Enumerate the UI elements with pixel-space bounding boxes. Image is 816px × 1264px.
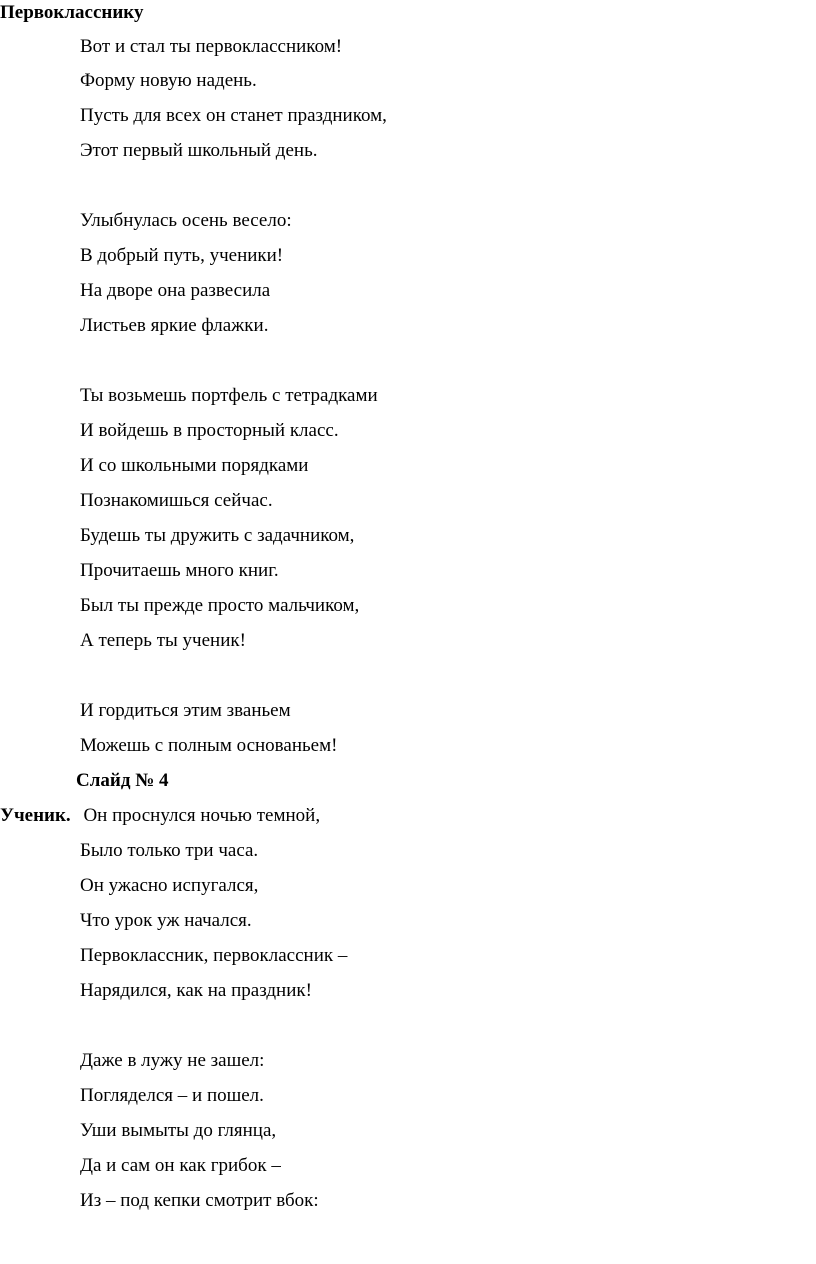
poem-line: Было только три часа. bbox=[80, 840, 259, 861]
poem-line: Улыбнулась осень весело: bbox=[80, 210, 292, 231]
poem-line: Погляделся – и пошел. bbox=[80, 1085, 264, 1106]
poem-line: А теперь ты ученик! bbox=[80, 630, 246, 651]
poem-line: Ты возьмешь портфель с тетрадками bbox=[80, 385, 378, 406]
poem-line: Да и сам он как грибок – bbox=[80, 1155, 281, 1176]
poem-line: Этот первый школьный день. bbox=[80, 140, 318, 161]
poem-line: Вот и стал ты первоклассником! bbox=[80, 36, 343, 57]
poem-line: Первоклассник, первоклассник – bbox=[80, 945, 348, 966]
poem-line: Был ты прежде просто мальчиком, bbox=[80, 595, 360, 616]
poem-line: Нарядился, как на праздник! bbox=[80, 980, 312, 1001]
poem-title: Первокласснику bbox=[0, 2, 144, 23]
poem-line: Пусть для всех он станет праздником, bbox=[80, 105, 387, 126]
poem-line: Можешь с полным основаньем! bbox=[80, 735, 338, 756]
poem-line: Он ужасно испугался, bbox=[80, 875, 259, 896]
poem-line: Уши вымыты до глянца, bbox=[80, 1120, 277, 1141]
poem-line: На дворе она развесила bbox=[80, 280, 271, 301]
poem-line: Прочитаешь много книг. bbox=[80, 560, 279, 581]
slide-heading: Слайд № 4 bbox=[76, 770, 169, 791]
poem-line: Из – под кепки смотрит вбок: bbox=[80, 1190, 319, 1211]
poem-line: В добрый путь, ученики! bbox=[80, 245, 284, 266]
poem-line: Он проснулся ночью темной, bbox=[83, 805, 321, 826]
poem-line: И гордиться этим званьем bbox=[80, 700, 291, 721]
poem-line: Листьев яркие флажки. bbox=[80, 315, 269, 336]
poem-line: Будешь ты дружить с задачником, bbox=[80, 525, 355, 546]
poem-line: Форму новую надень. bbox=[80, 70, 257, 91]
poem-line: И со школьными порядками bbox=[80, 455, 309, 476]
speaker-label: Ученик. bbox=[0, 805, 71, 826]
poem-line: Даже в лужу не зашел: bbox=[80, 1050, 265, 1071]
poem-line: Познакомишься сейчас. bbox=[80, 490, 273, 511]
speaker-line bbox=[0, 805, 320, 827]
poem-line: Что урок уж начался. bbox=[80, 910, 252, 931]
poem-line: И войдешь в просторный класс. bbox=[80, 420, 339, 441]
